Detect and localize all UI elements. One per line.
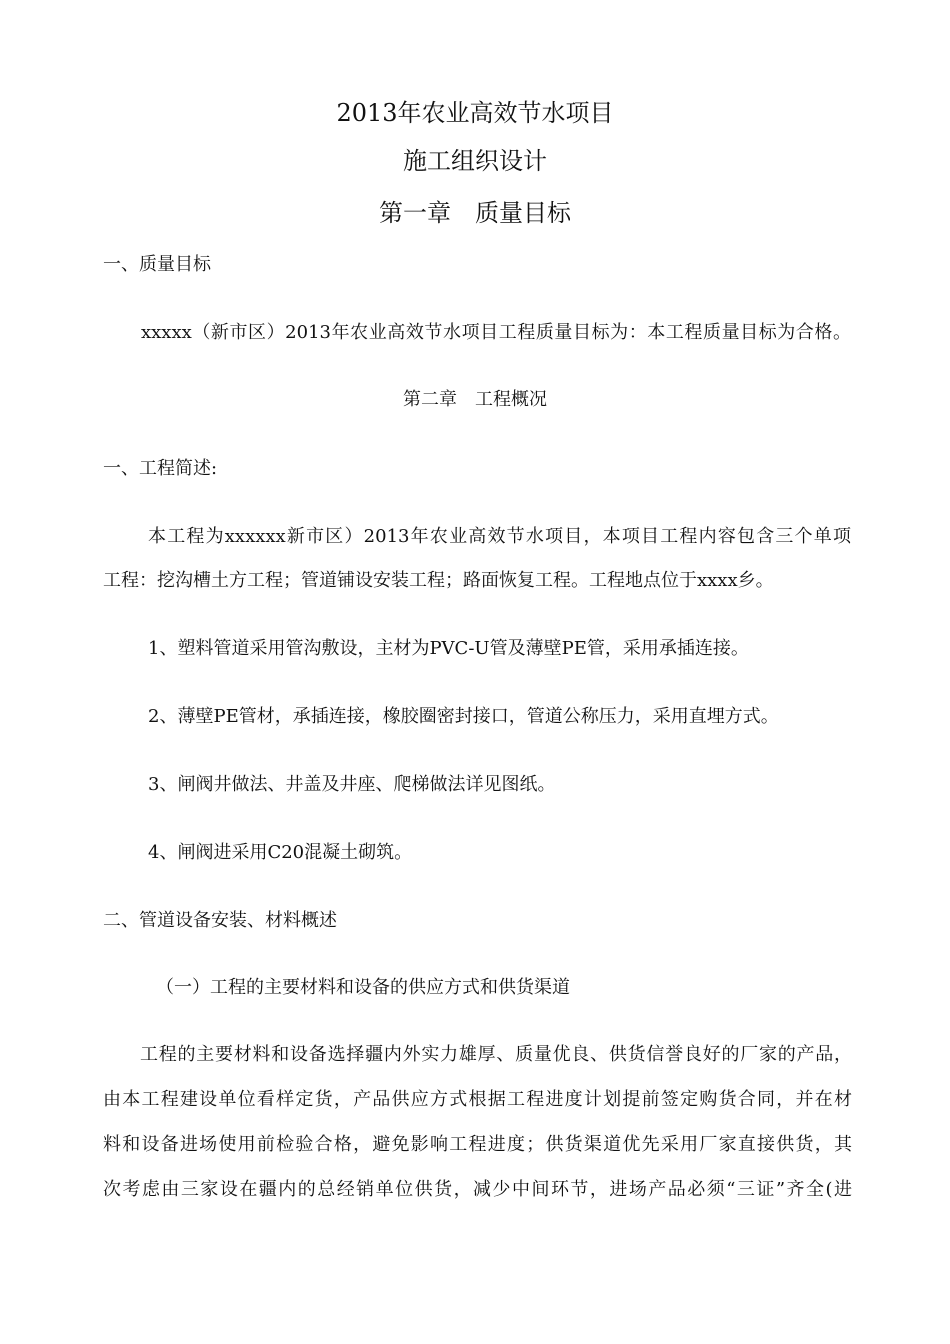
supply-paragraph-line-3: 料和设备进场使用前检验合格，避免影响工程进度；供货渠道优先采用厂家直接供货，其 [103, 1134, 852, 1155]
chapter1-section1-heading: 一、质量目标 [103, 254, 211, 275]
list-item-4: 4、闸阀进采用C20混凝土砌筑。 [148, 842, 413, 863]
overview-line-2: 工程：挖沟槽土方工程；管道铺设安装工程；路面恢复工程。工程地点位于xxxx乡。 [103, 570, 774, 591]
chapter2-section2-heading: 二、管道设备安装、材料概述 [103, 910, 337, 931]
quality-target-paragraph: xxxxx（新市区）2013年农业高效节水项目工程质量目标为：本工程质量目标为合格。 [141, 322, 851, 343]
list-item-3: 3、闸阀井做法、井盖及井座、爬梯做法详见图纸。 [148, 774, 556, 795]
supply-paragraph-line-4: 次考虑由三家设在疆内的总经销单位供货，减少中间环节，进场产品必须“三证”齐全(进 [103, 1179, 852, 1200]
overview-line-1: 本工程为xxxxxx新市区）2013年农业高效节水项目，本项目工程内容包含三个单项 [148, 526, 851, 547]
chapter2-heading: 第二章 工程概况 [403, 389, 547, 410]
document-subtitle: 施工组织设计 [403, 147, 547, 175]
supply-paragraph-line-2: 由本工程建设单位看样定货，产品供应方式根据工程进度计划提前签定购货合同，并在材 [103, 1089, 852, 1110]
chapter1-heading: 第一章 质量目标 [379, 199, 571, 227]
supply-paragraph-line-1: 工程的主要材料和设备选择疆内外实力雄厚、质量优良、供货信誉良好的厂家的产品， [140, 1044, 852, 1065]
document-title: 2013年农业高效节水项目 [336, 99, 614, 127]
chapter2-section1-heading: 一、工程简述: [103, 458, 218, 479]
list-item-1: 1、塑料管道采用管沟敷设，主材为PVC-U管及薄壁PE管，采用承插连接。 [148, 638, 749, 659]
list-item-2: 2、薄壁PE管材，承插连接，橡胶圈密封接口，管道公称压力，采用直埋方式。 [148, 706, 779, 727]
subsection1-heading: （一）工程的主要材料和设备的供应方式和供货渠道 [156, 977, 570, 998]
